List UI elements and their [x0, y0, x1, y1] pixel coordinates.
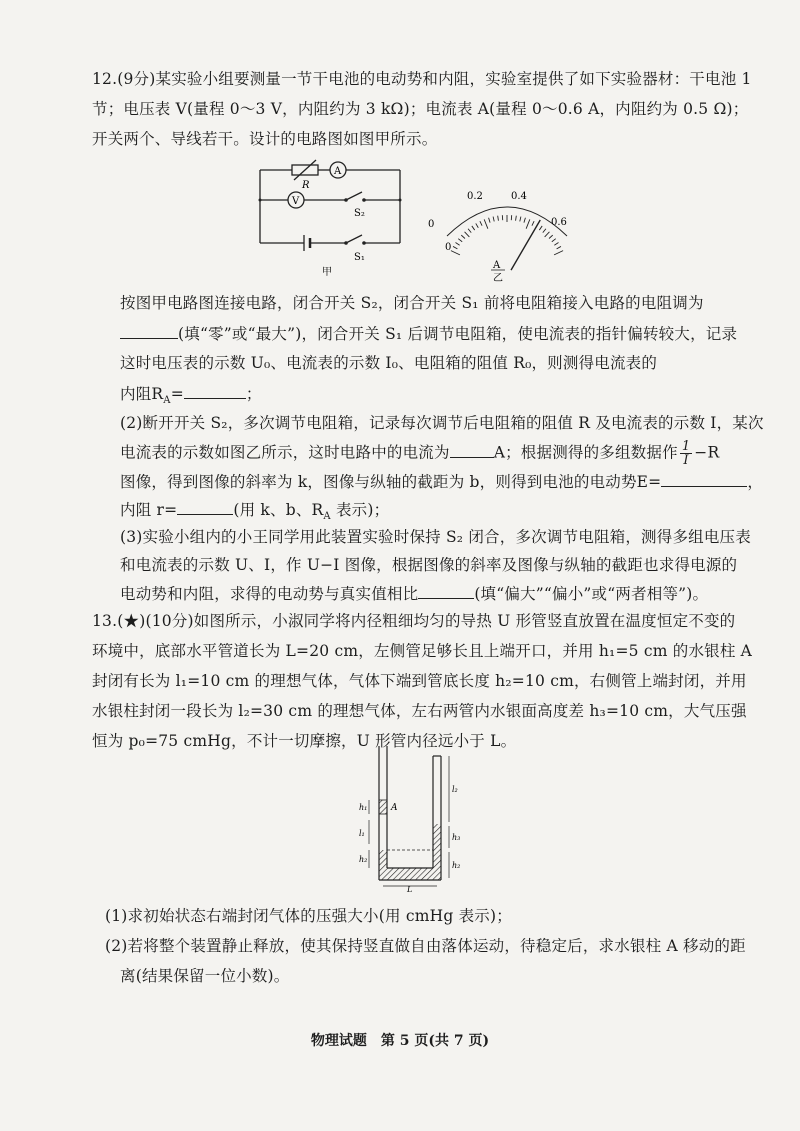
q12-p2-line-3: 图像，得到图像的斜率为 k，图像与纵轴的截距为 b，则得到电池的电动势E= ， [120, 470, 763, 493]
dial-tick [520, 217, 521, 222]
q12-line-3: 开关两个、导线若干。设计的电路图如图甲所示。 [92, 130, 438, 148]
dial-tick [472, 226, 475, 230]
q13-line-3: 封闭有长为 l₁=10 cm 的理想气体，气体下端到管底长度 h₂=10 cm，右侧管上端封闭，并用 [92, 672, 747, 690]
dial-tick [554, 242, 558, 245]
dial-tick [524, 218, 525, 223]
answer-blank-compare[interactable] [418, 582, 474, 599]
dial-tick [453, 246, 457, 248]
dial-tick [554, 251, 563, 255]
q13-line-1: 13.(★)(10分)如图所示，小淑同学将内径粗细均匀的导热 U 形管竖直放置在温度恒定不变的 [92, 612, 736, 630]
figure-jia-caption: 甲 [322, 267, 332, 278]
q12-p1-line-3: 这时电压表的示数 U₀、电流表的示数 I₀、电阻箱的阻值 R₀，则测得电流表的 [120, 354, 658, 372]
dial-tick [468, 229, 471, 233]
dial-tick [557, 246, 561, 248]
tick-label-0: 0 [428, 219, 435, 230]
q13-sub-1: (1)求初始状态右端封闭气体的压强大小(用 cmHg 表示)； [105, 907, 512, 925]
dial-tick [484, 219, 488, 228]
label-h3: h₃ [452, 833, 461, 842]
answer-blank-zero-or-max[interactable] [120, 322, 178, 339]
q12-p1-line-2: (填“零”或“最大”)，闭合开关 S₁ 后调节电阻箱，使电流表的指针偏转较大，记录 [120, 322, 737, 345]
tick-label-0.2: 0.2 [467, 191, 483, 202]
page-footer: 物理试题 第 5 页(共 7 页) [310, 1033, 490, 1049]
dial-tick [480, 221, 482, 225]
q12-p1-line-4: 内阻$R_A=$ ； [120, 382, 262, 412]
ammeter-label: A [334, 166, 342, 177]
q12-p3-line-2: 和电流表的示数 U、I，作 U−I 图像，根据图像的斜率及图像与纵轴的截距也求得电源的 [120, 556, 738, 574]
dial-tick [493, 217, 494, 222]
dial-tick [461, 235, 465, 238]
dial-tick [451, 251, 460, 255]
q12-p2-line-2: 电流表的示数如图乙所示，这时电路中的电流为 A；根据测得的多组数据作 $\frac{1}{I}$ −R [120, 439, 720, 468]
label-mercury-a: A [391, 803, 398, 813]
dial-tick [498, 216, 499, 221]
switch-s2-label: S₂ [354, 208, 365, 219]
q12-p1-line-1: 按图甲电路图连接电路，闭合开关 S₂，闭合开关 S₁ 前将电阻箱接入电路的电阻调为 [120, 294, 704, 312]
answer-blank-ra[interactable] [184, 382, 246, 399]
circuit-diagram-jia [250, 158, 410, 278]
figure-yi-caption: 乙 [493, 273, 503, 282]
answer-blank-emf[interactable] [661, 470, 747, 487]
q13-sub-2-line-2: 离(结果保留一位小数)。 [120, 967, 290, 985]
dial-tick [516, 216, 517, 221]
q12-line-2: 节；电压表 V(量程 0～3 V，内阻约为 3 kΩ)；电流表 A(量程 0～0.6 A，内阻约为 0.5 Ω)； [92, 100, 749, 118]
dial-tick [549, 235, 553, 238]
q12-p2-line-1: (2)断开开关 S₂，多次调节电阻箱，记录每次调节后电阻箱的阻值 R 及电流表的示数 I，某次 [120, 414, 764, 432]
dial-tick [476, 223, 479, 227]
dial-tick [552, 239, 556, 242]
label-l2: l₂ [452, 785, 458, 794]
q13-line-4: 水银柱封闭一段长为 l₂=30 cm 的理想气体，左右两管内水银面高度差 h₃=10 cm，大气压强 [92, 702, 747, 720]
resistor-label: R [302, 180, 310, 191]
dial-tick [489, 218, 490, 223]
tick-label-0.6: 0.6 [551, 217, 567, 228]
ammeter-dial-yi [425, 182, 590, 282]
dial-tick [539, 226, 542, 230]
q13-sub-2-line-1: (2)若将整个装置静止释放，使其保持竖直做自由落体运动，待稳定后，求水银柱 A 移动的距 [105, 937, 746, 955]
dial-tick [545, 232, 550, 237]
label-h1: h₁ [359, 803, 368, 812]
label-l1: l₁ [359, 829, 365, 838]
tick-label-0.4: 0.4 [511, 191, 527, 202]
dial-tick [532, 221, 534, 225]
dial-tick [458, 239, 462, 242]
dial-pointer [511, 220, 540, 270]
dial-tick [526, 219, 530, 228]
fraction-one-over-i: $\frac{1}{I}$ [681, 439, 691, 468]
inner-zero-label: 0 [445, 242, 452, 253]
q12-p3-line-1: (3)实验小组内的小王同学用此装置实验时保持 S₂ 闭合，多次调节电阻箱，测得多组电压表 [120, 528, 751, 546]
voltmeter-label: V [292, 196, 300, 207]
label-h2-left: h₂ [359, 855, 368, 864]
dial-tick [543, 229, 546, 233]
label-l-bottom: L [407, 885, 413, 892]
q12-p2-line-4: 内阻 r= (用 k、b、$R_A$ 表示)； [120, 498, 389, 528]
label-h2-right: h₂ [452, 861, 461, 870]
answer-blank-current[interactable] [450, 441, 494, 458]
dial-tick [456, 242, 460, 245]
dial-tick [465, 232, 470, 237]
q12-line-1: 12.(9分)某实验小组要测量一节干电池的电动势和内阻，实验室提供了如下实验器材：干电池 1 [92, 70, 752, 88]
q12-p3-line-3: 电动势和内阻，求得的电动势与真实值相比 (填“偏大”“偏小”或“两者相等”)。 [120, 582, 708, 605]
u-tube-diagram [355, 742, 475, 892]
q13-line-2: 环境中，底部水平管道长为 L=20 cm，左侧管足够长且上端开口，并用 h₁=5 cm 的水银柱 A [92, 642, 753, 660]
switch-s1-label: S₁ [354, 252, 365, 263]
q13-line-5: 恒为 p₀=75 cmHg，不计一切摩擦，U 形管内径远小于 L。 [92, 732, 517, 750]
dial-unit: A [493, 260, 501, 271]
answer-blank-internal-r[interactable] [177, 498, 233, 515]
